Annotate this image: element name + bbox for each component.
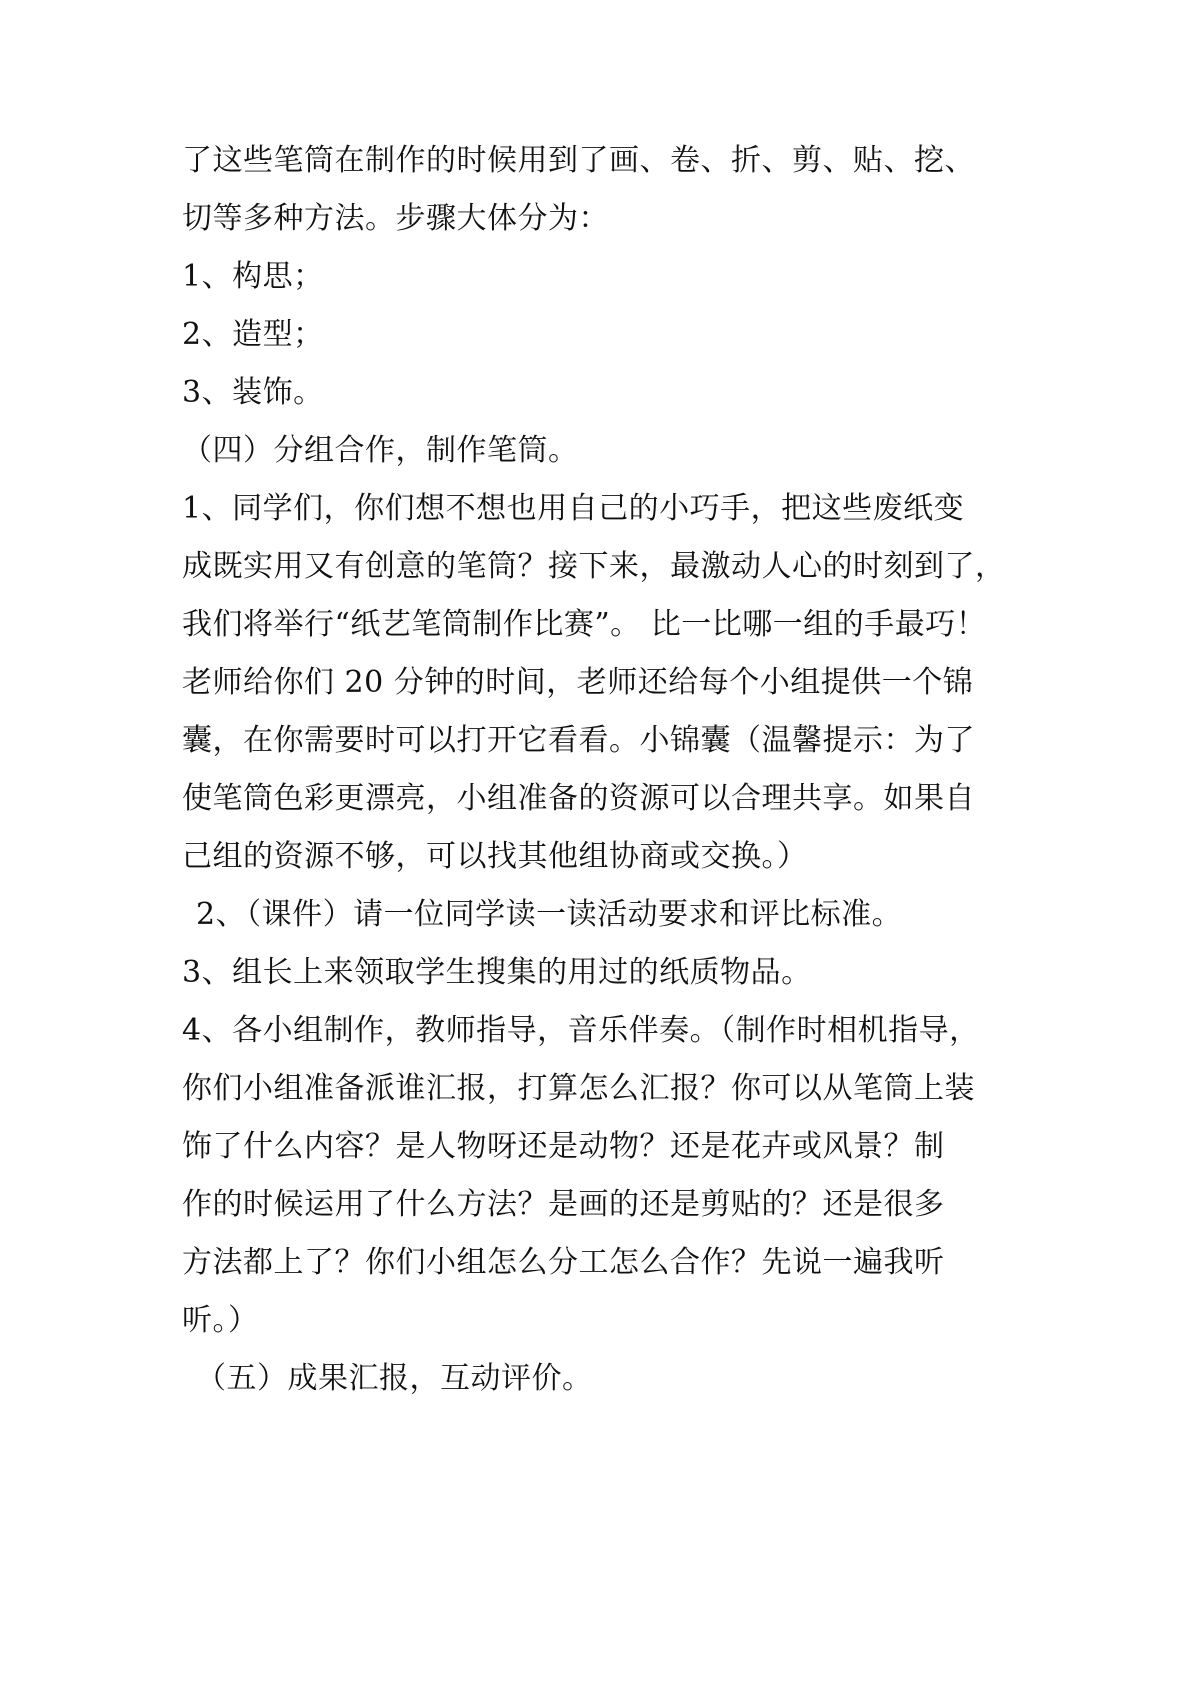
section-heading-5: （五）成果汇报，互动评价。 [196, 1361, 593, 1396]
text-line: 作的时候运用了什么方法？是画的还是剪贴的？还是很多 [182, 1187, 945, 1222]
section-heading-4: （四）分组合作，制作笔筒。 [182, 433, 579, 468]
list-item-decoration: 3、装饰。 [182, 375, 324, 410]
text-line: 囊，在你需要时可以打开它看看。小锦囊（温馨提示：为了 [182, 723, 975, 758]
text-line: 你们小组准备派谁汇报，打算怎么汇报？你可以从笔筒上装 [182, 1071, 975, 1106]
text-line: 老师给你们 20 分钟的时间，老师还给每个小组提供一个锦 [182, 665, 974, 700]
text-line: 使笔筒色彩更漂亮，小组准备的资源可以合理共享。如果自 [182, 781, 975, 816]
text-line: 成既实用又有创意的笔筒？接下来，最激动人心的时刻到了， [182, 549, 1006, 584]
text-line: 方法都上了？你们小组怎么分工怎么合作？先说一遍我听 [182, 1245, 945, 1280]
list-item-modeling: 2、造型； [182, 317, 324, 352]
text-line: 饰了什么内容？是人物呀还是动物？还是花卉或风景？制 [182, 1129, 945, 1164]
list-item-conception: 1、构思； [182, 259, 324, 294]
text-line: 4、各小组制作，教师指导，音乐伴奏。（制作时相机指导， [182, 1013, 980, 1048]
text-line: 我们将举行“纸艺笔筒制作比赛”。 比一比哪一组的手最巧！ [182, 607, 987, 642]
text-line: 切等多种方法。步骤大体分为： [182, 201, 609, 236]
text-line: 1、同学们，你们想不想也用自己的小巧手，把这些废纸变 [182, 491, 965, 526]
text-line: 听。） [182, 1303, 259, 1338]
text-line: 了这些笔筒在制作的时候用到了画、卷、折、剪、贴、挖、 [182, 143, 975, 178]
text-line: 2、（课件）请一位同学读一读活动要求和评比标准。 [196, 897, 903, 932]
text-line: 3、组长上来领取学生搜集的用过的纸质物品。 [182, 955, 812, 990]
text-line: 己组的资源不够，可以找其他组协商或交换。） [182, 839, 808, 874]
